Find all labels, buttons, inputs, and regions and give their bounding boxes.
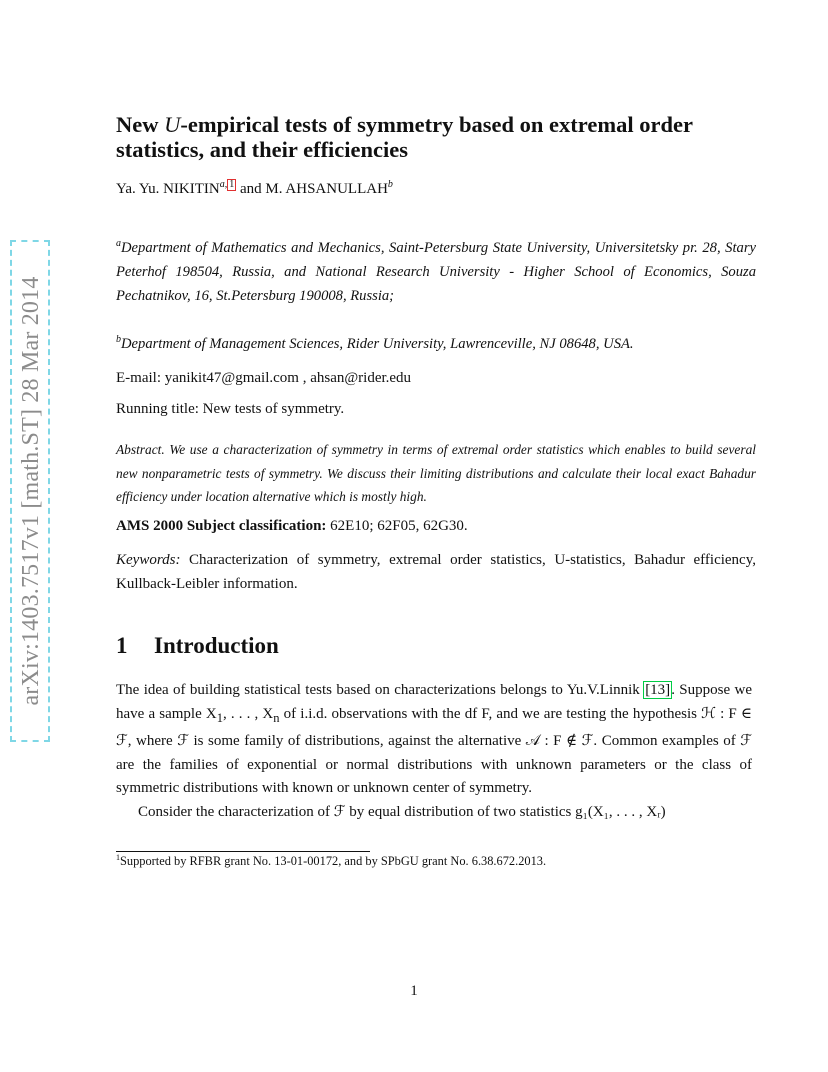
introduction-body — [116, 679, 752, 825]
author-sup — [220, 179, 237, 190]
title-italic: U — [164, 112, 181, 137]
section-number: 1 — [116, 633, 128, 658]
footnote-rule — [116, 851, 370, 852]
footnote — [116, 853, 546, 869]
title-part: -empirical tests of symmetry based on extremal order statistics, and their efficiencies — [116, 112, 693, 162]
footnote-link[interactable]: 1 — [229, 179, 235, 190]
intro-text: . Suppose we have a sample X — [116, 682, 753, 722]
section-heading — [116, 633, 279, 659]
subscript: n — [273, 710, 280, 725]
footnote-mark: 1 — [116, 853, 120, 862]
footnote-text: Supported by RFBR grant No. 13-01-00172, and by SPbGU grant No. 6.38.672.2013. — [120, 854, 547, 869]
keywords-text: Characterization of symmetry, extremal order statistics, U-statistics, Bahadur efficiency, Kullback-Leibler information. — [116, 552, 756, 592]
affiliation-a-text: Department of Mathematics and Mechanics, Saint-Petersburg State University, Universitetsky pr. 28, Stary Peterhof 198504, Russia, and National Research University - Higher School of Economics, Souza Pechatnikov, 16, St.Petersburg 190008, Russia; — [116, 239, 756, 304]
keywords-label: Keywords: — [116, 552, 181, 568]
affiliation-b-text: Department of Management Sciences, Rider University, Lawrenceville, NJ 08648, USA. — [121, 335, 634, 352]
authors-line — [116, 179, 393, 198]
affiliation-b — [116, 328, 756, 356]
intro-text: The idea of building statistical tests based on characterizations belongs to Yu.V.Linnik — [116, 682, 645, 698]
affiliation-b-mark: b — [116, 334, 121, 345]
affiliation-marks: a, — [219, 179, 228, 190]
page-number: 1 — [410, 983, 418, 999]
title-part: New — [116, 112, 165, 137]
subscript: 1 — [216, 710, 223, 725]
arxiv-stamp-text[interactable]: arXiv:1403.7517v1 [math.ST] 28 Mar 2014 — [18, 276, 44, 706]
citation-link[interactable]: [13] — [645, 682, 671, 698]
author-nikitin: Ya. Yu. NIKITIN — [116, 181, 220, 197]
affiliation-a-mark: a — [116, 238, 121, 249]
email-line: E-mail: yanikit47@gmail.com , ahsan@rider.edu — [116, 370, 412, 386]
keywords — [116, 549, 756, 596]
section-title: Introduction — [154, 633, 279, 658]
intro-text: of i.i.d. observations with the df F, and we are testing the hypothesis ℋ : F ∈ ℱ, where ℱ is some family of distributions, against the alternative 𝒜 : F ∉ ℱ. Common examples of ℱ are the families of exponential or normal distributions with unknown parameters or the class of symmetric distributions with known or unknown center of symmetry. — [116, 705, 753, 797]
intro-paragraph-2: Consider the characterization of ℱ by equal distribution of two statistics g₁(X₁, . . . , Xᵣ) — [138, 803, 666, 820]
abstract: Abstract. We use a characterization of symmetry in terms of extremal order statistics which enables to build several new nonparametric tests of symmetry. We discuss their limiting distributions and calculate their local exact Bahadur efficiency under location alternative which is mostly high. — [116, 442, 756, 504]
intro-text: , . . . , X — [222, 705, 274, 722]
ams-label: AMS 2000 Subject classification: — [116, 518, 327, 534]
running-title: Running title: New tests of symmetry. — [116, 401, 345, 417]
arxiv-stamp[interactable] — [10, 240, 50, 742]
paper-title — [116, 112, 766, 162]
ams-classification — [116, 518, 468, 535]
intro-paragraph-1 — [116, 679, 752, 801]
affiliation-a — [116, 232, 756, 308]
ams-value: 62E10; 62F05, 62G30. — [326, 518, 468, 534]
affiliation-mark: b — [387, 179, 393, 190]
author-ahsanullah: and M. AHSANULLAH — [236, 181, 388, 197]
